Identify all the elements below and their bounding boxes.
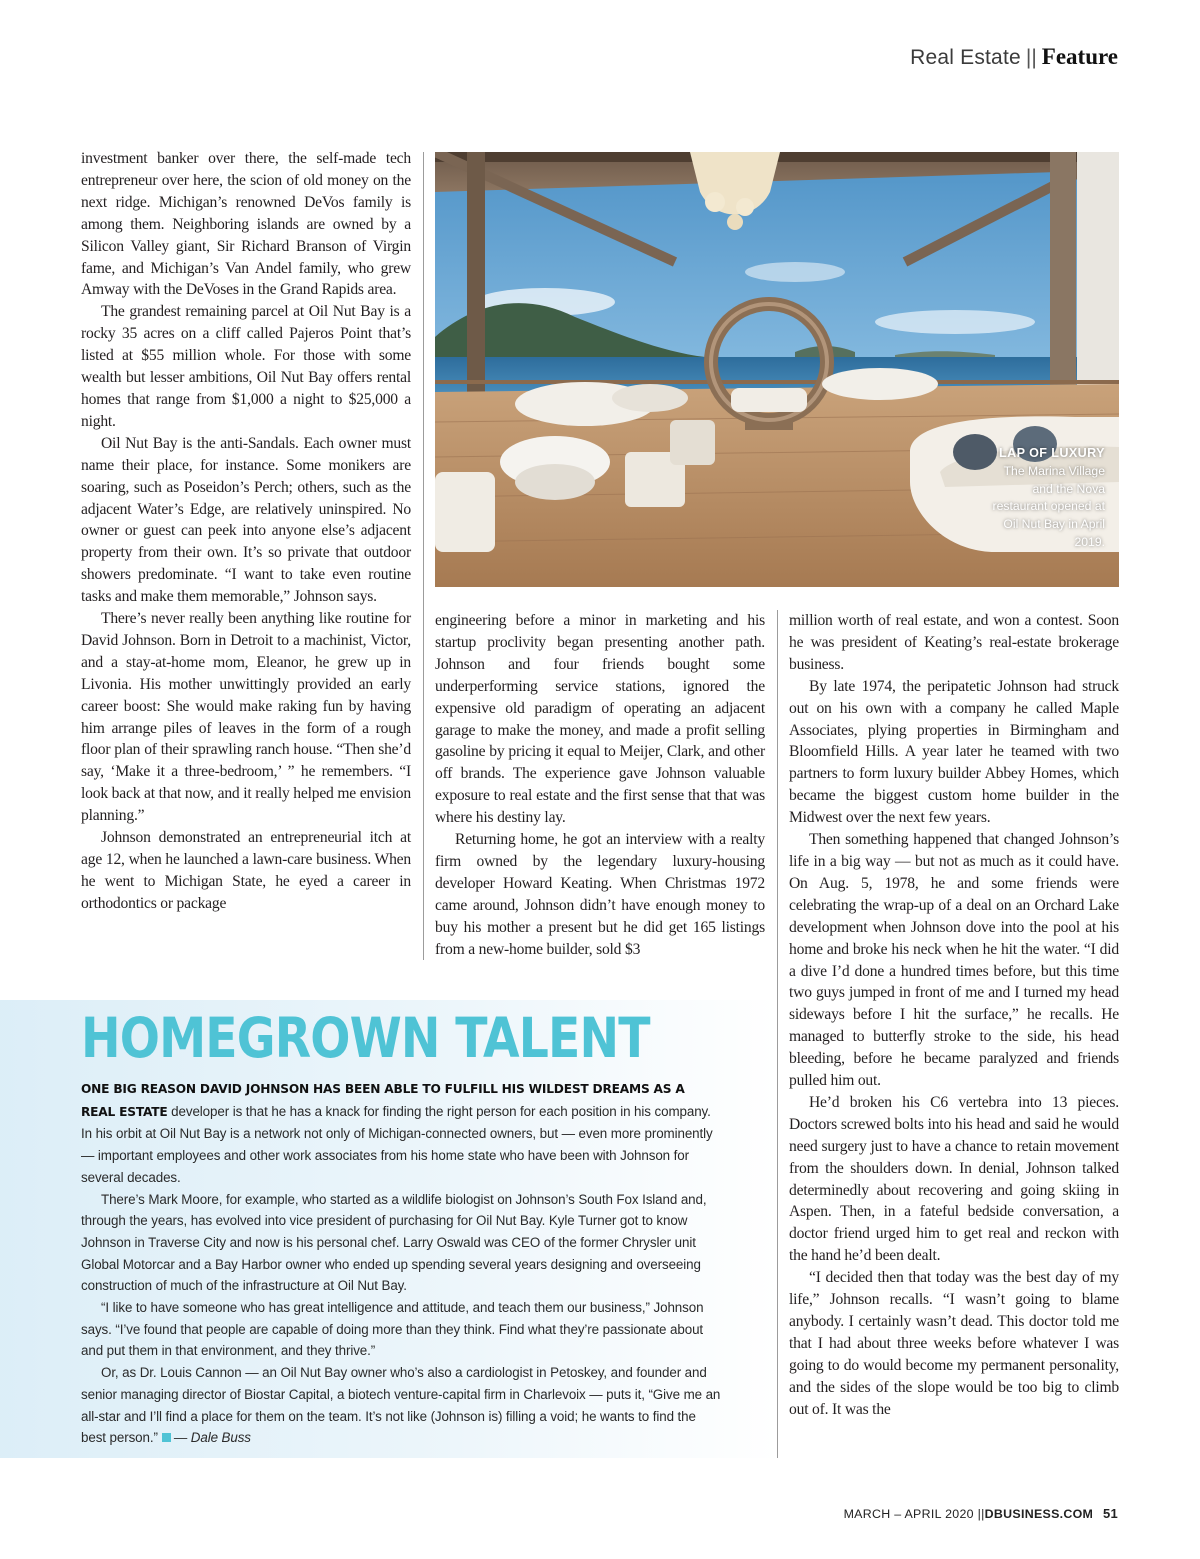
article-column-2 xyxy=(435,610,765,960)
col3-paragraph-5: “I decided then that today was the best day of my life,” Johnson recalls. “I wasn’t going to blame anybody. I certainly wasn’t dead. This doctor told me that I had about three weeks before whatever I was going to do would become my permanent personality, and the sides of the slope would be too big to climb out of. It was the xyxy=(789,1269,1119,1418)
caption-title: LAP OF LUXURY xyxy=(999,446,1105,460)
article-column-1 xyxy=(81,148,411,958)
col1-paragraph-4: There’s never really been anything like routine for David Johnson. Born in Detroit to a machinist, Victor, and a stay-at-home mom, Eleanor, he grew up in Livonia. His mother unwittingly provided an early career boost: She would make raking fun by having him arrange piles of leaves in the form of a rough floor plan of their sprawling ranch house. “Then she’d say, ‘Make it a three-bedroom,’ ” he remembers. “I look back at that now, and it really helped me envision planning.” xyxy=(81,610,411,825)
page-number: 51 xyxy=(1102,1506,1118,1521)
sidebar-paragraph-3: “I like to have someone who has great intelligence and attitude, and teach them our business,” Johnson says. “I’ve found that people are capable of doing more than they think. Find what they’re passionate about and put them in that environment, and they thrive.” xyxy=(81,1300,704,1359)
photo-caption xyxy=(980,445,1105,552)
column-divider-1 xyxy=(423,152,424,960)
feature-photo xyxy=(435,152,1119,587)
col3-paragraph-1: million worth of real estate, and won a contest. Soon he was president of Keating’s real-estate brokerage business. xyxy=(789,612,1119,673)
caption-text: The Marina Village and the Nova restaurant opened at Oil Nut Bay in April 2019. xyxy=(992,463,1105,549)
sidebar-paragraph-4 xyxy=(81,1362,721,1449)
col2-paragraph-2: Returning home, he got an interview with a realty firm owned by the legendary luxury-housing developer Howard Keating. When Christmas 1972 came around, Johnson didn’t have enough money to buy his mother a present but he did get 165 listings from a new-home builder, sold $3 xyxy=(435,831,765,958)
sidebar-title: HOMEGROWN TALENT xyxy=(81,1006,650,1070)
sidebar-paragraph-4-text: Or, as Dr. Louis Cannon — an Oil Nut Bay owner who’s also a cardiologist in Petoskey, and founder and senior managing director of Biostar Capital, a biotech venture-capital firm in Charlevoix — puts it, “Give me an all-star and I’ll find a place for them on the team. It’s not like (Johnson is) filling a void; he wants to find the best person.” xyxy=(81,1365,721,1446)
col1-paragraph-1: investment banker over there, the self-made tech entrepreneur over here, the scion of old money on the next ridge. Michigan’s renowned DeVos family is among them. Neighboring islands are owned by a Silicon Valley giant, Sir Richard Branson of Virgin fame, and Michigan’s Van Andel family, who grew Amway with the DeVoses in the Grand Rapids area. xyxy=(81,150,411,299)
footer-site: DBUSINESS.COM xyxy=(984,1507,1094,1521)
end-square-icon xyxy=(162,1433,171,1442)
col1-paragraph-2: The grandest remaining parcel at Oil Nut Bay is a rocky 35 acres on a cliff called Pajeros Point that’s listed at $55 million whole. For those with some wealth but lesser ambitions, Oil Nut Bay offers rental homes that range from $1,000 a night to $25,000 a night. xyxy=(81,303,411,430)
section-label: Real Estate xyxy=(910,46,1021,69)
page-footer xyxy=(844,1506,1118,1521)
section-separator: || xyxy=(1025,46,1037,69)
sidebar-paragraph-1 xyxy=(81,1078,721,1189)
footer-issue: MARCH – APRIL 2020 xyxy=(843,1507,974,1521)
sidebar-body xyxy=(81,1078,721,1449)
feature-label: Feature xyxy=(1041,44,1118,69)
article-column-3 xyxy=(789,610,1119,1460)
sidebar-paragraph-2: There’s Mark Moore, for example, who started as a wildlife biologist on Johnson’s South Fox Island and, through the years, has evolved into vice president of purchasing for Oil Nut Bay. Kyle Turner got to know Johnson in Traverse City and now is his personal chef. Larry Oswald was CEO of the former Chrysler unit Global Motorcar and a Bay Harbor owner who ended up spending several years designing and overseeing construction of much of the infrastructure at Oil Nut Bay. xyxy=(81,1191,707,1294)
section-header xyxy=(910,44,1118,70)
col1-paragraph-5: Johnson demonstrated an entrepreneurial itch at age 12, when he launched a lawn-care business. When he went to Michigan State, he eyed a career in orthodontics or package xyxy=(81,829,411,912)
sidebar-byline: — Dale Buss xyxy=(173,1430,251,1446)
sidebar-homegrown-talent xyxy=(0,1000,780,1458)
sidebar-paragraph-1-text: developer is that he has a knack for finding the right person for each position in his company. In his orbit at Oil Nut Bay is a network not only of Michigan-connected owners, but — even more prominently — important employees and other work associates from his home state who have been with Johnson for several decades. xyxy=(81,1103,713,1185)
footer-separator: || xyxy=(977,1507,985,1521)
sidebar-leadin: ONE BIG REASON DAVID JOHNSON HAS BEEN ABLE TO FULFILL HIS WILDEST DREAMS AS A REAL ESTATE xyxy=(81,1082,685,1119)
col1-paragraph-3: Oil Nut Bay is the anti-Sandals. Each owner must name their place, for instance. Some monikers are soaring, such as Poseidon’s Perch; others, such as the adjacent Water’s Edge, are relatively uninspired. No owner or guest can peek into anyone else’s adjacent property from their own. It’s so private that outdoor showers predominate. “I want to take even routine tasks and make them memorable,” Johnson says. xyxy=(81,434,411,606)
col3-paragraph-2: By late 1974, the peripatetic Johnson had struck out on his own with a company he called Maple Associates, plying properties in Birmingham and Bloomfield Hills. A year later he teamed with two partners to form luxury builder Abbey Homes, which became the biggest custom home builder in the Midwest over the next few years. xyxy=(789,677,1119,827)
col3-paragraph-4: He’d broken his C6 vertebra into 13 pieces. Doctors screwed bolts into his head and said he would need surgery just to have a chance to retain movement from the shoulders down. In denial, Johnson talked determinedly about recovering and going skiing in Aspen. Then, in a fateful bedside conversation, a doctor friend urged him to get real and reckon with the hand he’d been dealt. xyxy=(789,1093,1119,1265)
col2-paragraph-1: engineering before a minor in marketing and his startup proclivity began presenting another path. Johnson and four friends bought some underperforming service stations, ignored the expensive old paradigm of operating an adjacent garage to make the money, and made a profit selling gasoline by pricing it equal to Meijer, Clark, and other off brands. The experience gave Johnson valuable exposure to real estate and the first sense that that was where his destiny lay. xyxy=(435,612,765,827)
col3-paragraph-3: Then something happened that changed Johnson’s life in a big way — but not as much as it could have. On Aug. 5, 1978, he and some friends were celebrating the wrap-up of a deal on an Orchard Lake development when Johnson dove into the pool at his home and broke his neck when he hit the water. “I did a dive I’d done a hundred times before, but this time two guys jumped in front of me and I turned my head sideways before I hit the surface,” he recalls. He managed to butterfly stroke to the side, his head bleeding, before he became paralyzed and friends pulled him out. xyxy=(789,831,1119,1090)
